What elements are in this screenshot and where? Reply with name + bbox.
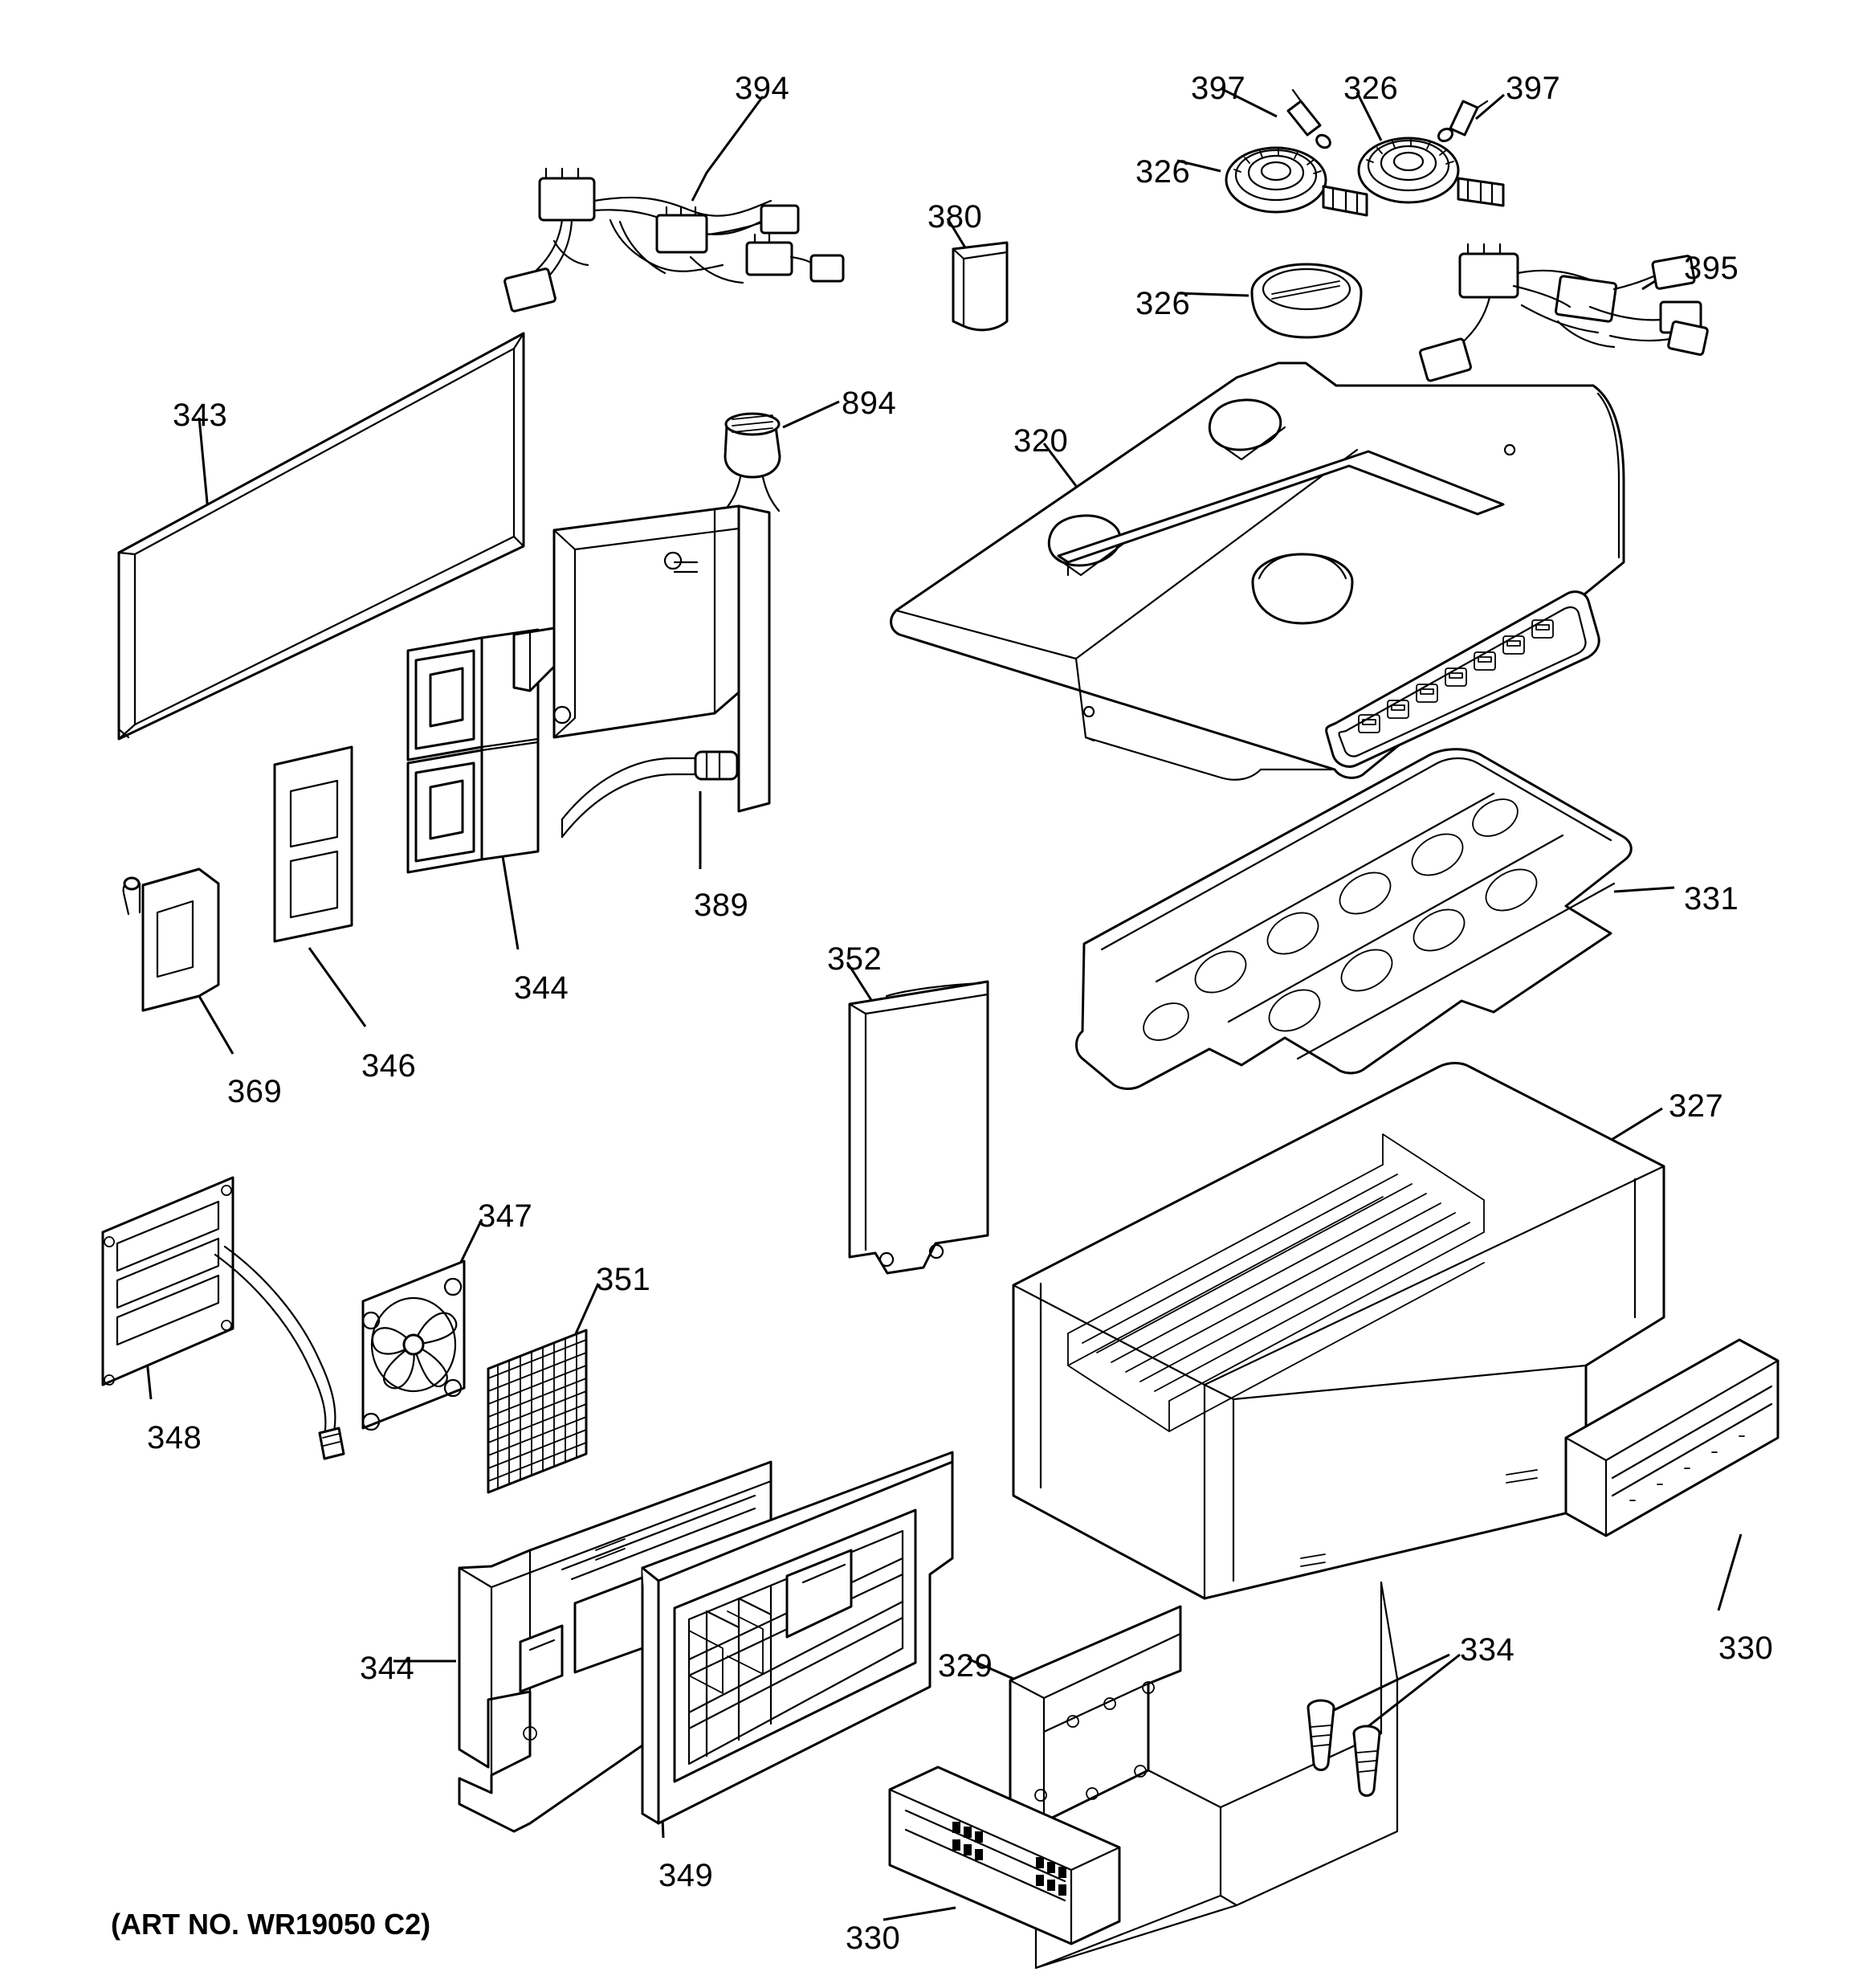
part-397-bulb-right	[1437, 101, 1487, 144]
part-326-knob-upper-right	[1359, 138, 1503, 206]
part-347-fan	[363, 1261, 464, 1430]
callout-326-upper-right: 326	[1343, 71, 1399, 106]
callout-347: 347	[478, 1198, 533, 1234]
callout-394: 394	[735, 71, 790, 106]
part-389-drain-tube	[562, 752, 737, 837]
callout-326-upper-left: 326	[1135, 154, 1191, 190]
callout-330-left: 330	[846, 1921, 901, 1956]
callout-344-upper: 344	[514, 970, 569, 1006]
callout-380: 380	[927, 199, 983, 235]
part-395-wiring-harness	[1420, 244, 1708, 382]
callout-395: 395	[1684, 251, 1739, 286]
callout-343: 343	[173, 398, 228, 433]
part-394-wiring-harness	[504, 169, 843, 312]
callout-349: 349	[658, 1858, 714, 1893]
callout-330-right: 330	[1718, 1631, 1774, 1666]
callout-894: 894	[842, 386, 897, 421]
callout-389: 389	[694, 888, 749, 923]
part-330-slide-right	[1566, 1340, 1778, 1536]
callout-351: 351	[596, 1262, 651, 1297]
part-326-knob-upper-left	[1226, 148, 1367, 215]
art-number-label: (ART NO. WR19050 C2)	[111, 1908, 431, 1941]
part-327-drawer-pan	[1013, 1063, 1664, 1599]
callout-327: 327	[1669, 1088, 1724, 1124]
part-348-evaporator-coil	[103, 1178, 344, 1459]
callout-331: 331	[1684, 881, 1739, 916]
part-369-light-housing	[124, 869, 218, 1010]
part-346-grille-frame	[275, 747, 352, 941]
callout-369: 369	[227, 1074, 283, 1109]
callout-329: 329	[938, 1648, 993, 1684]
part-352-side-shield	[850, 982, 988, 1273]
callout-397-left: 397	[1191, 71, 1246, 106]
part-334-screws	[1308, 1700, 1380, 1796]
part-894-thermostat	[724, 414, 780, 511]
callout-397-right: 397	[1506, 71, 1561, 106]
part-380-bracket-cover	[953, 243, 1007, 330]
callout-348: 348	[147, 1420, 202, 1455]
callout-320: 320	[1013, 423, 1069, 459]
part-320-top-cover	[891, 363, 1624, 780]
callout-334: 334	[1460, 1632, 1515, 1668]
callout-326-lower: 326	[1135, 286, 1191, 321]
part-351-filter-screen	[488, 1330, 586, 1492]
part-397-bulb-left	[1288, 90, 1332, 150]
part-331-crisper-lid	[1077, 749, 1632, 1089]
callout-346: 346	[361, 1048, 417, 1084]
callout-344-lower: 344	[360, 1651, 415, 1686]
part-326-knob-lower	[1252, 264, 1361, 337]
callout-352: 352	[827, 941, 883, 977]
